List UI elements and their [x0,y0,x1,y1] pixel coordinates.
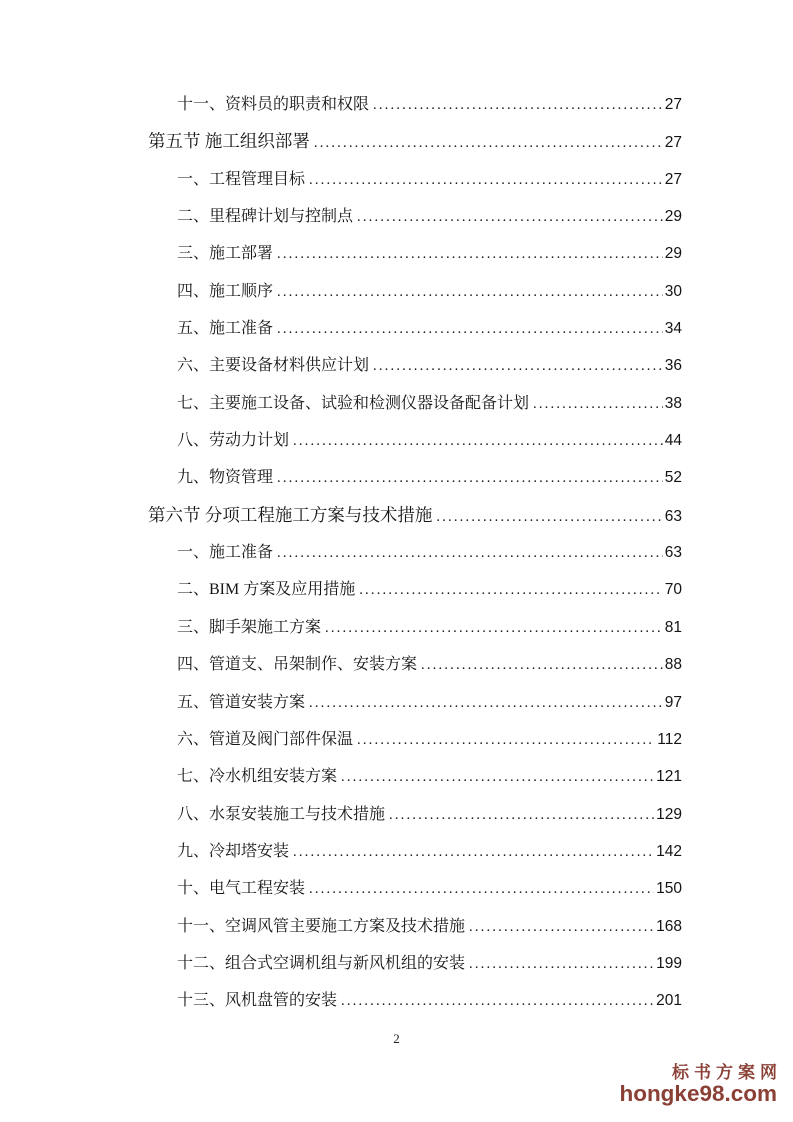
dot-leader [277,460,663,497]
dot-leader [373,87,663,124]
dot-leader [277,236,663,273]
toc-entry-label: 七、主要施工设备、试验和检测仪器设备配备计划 [177,394,530,412]
toc-entry-page-number: 97 [664,693,682,711]
toc-entry-page-number: 44 [664,432,682,450]
toc-entry-label: 九、物资管理 [177,469,274,487]
toc-entry-page-number: 142 [656,842,682,860]
toc-entry [148,534,682,571]
toc-entry-label: 七、冷水机组安装方案 [177,768,338,786]
toc-entry [148,347,682,384]
toc-entry-label: 二、BIM 方案及应用措施 [177,581,356,599]
toc-entry-label: 六、主要设备材料供应计划 [177,357,370,375]
dot-leader [277,274,663,311]
toc-entry-label: 二、里程碑计划与控制点 [177,208,354,226]
toc-entry-page-number: 52 [664,469,682,487]
watermark-site-name: 标书方案网 [672,1063,782,1082]
toc-entry-label: 第五节 施工组织部署 [148,131,310,152]
toc-entry-page-number: 29 [664,208,682,226]
toc-entry-label: 三、脚手架施工方案 [177,618,322,636]
toc-entry-label: 五、施工准备 [177,320,274,338]
toc-entry [148,721,682,758]
toc-entry [148,497,682,534]
toc-entry-label: 四、施工顺序 [177,282,274,300]
toc-entry [148,422,682,459]
dot-leader [277,311,663,348]
toc-entry [148,908,682,945]
dot-leader [421,647,663,684]
toc-entry [148,198,682,235]
toc-entry-label: 三、施工部署 [177,245,274,263]
toc-entry-label: 第六节 分项工程施工方案与技术措施 [148,504,433,525]
toc-entry [148,646,682,683]
dot-leader [341,983,654,1020]
toc-entry-label: 五、管道安装方案 [177,693,306,711]
toc-entry-page-number: 88 [664,656,682,674]
toc-entry [148,758,682,795]
toc-entry [148,982,682,1019]
toc-entry-label: 一、工程管理目标 [177,170,306,188]
toc-entry-label: 十一、资料员的职责和权限 [177,96,370,113]
toc-entry-page-number: 29 [664,245,682,263]
toc-entry-page-number: 70 [664,581,682,599]
toc-entry [148,684,682,721]
toc-entry-page-number: 81 [664,618,682,636]
dot-leader [359,572,663,609]
toc-entry-page-number: 30 [664,282,682,300]
toc-entry [148,870,682,907]
toc-entry-label: 一、施工准备 [177,544,274,562]
toc-entry-page-number: 112 [657,730,682,748]
page-number: 2 [393,1031,400,1046]
toc-entry [148,833,682,870]
dot-leader [293,423,663,460]
toc-entry-page-number: 168 [656,917,682,935]
dot-leader [314,125,663,162]
dot-leader [309,871,654,908]
toc-entry [148,310,682,347]
toc-entry-label: 十一、空调风管主要施工方案及技术措施 [177,917,466,935]
dot-leader [341,759,654,796]
toc-entry-label: 八、劳动力计划 [177,432,290,450]
toc-entry-page-number: 199 [656,954,682,972]
toc-entry-page-number: 201 [656,992,682,1010]
toc-entry-page-number: 121 [656,768,682,786]
toc-entry-label: 八、水泵安装施工与技术措施 [177,805,386,823]
toc-entry-label: 十二、组合式空调机组与新风机组的安装 [177,954,466,972]
toc-entry-page-number: 27 [664,96,682,113]
toc-entry [148,609,682,646]
toc-entry [148,123,682,160]
toc-entry [148,571,682,608]
toc-entry [148,273,682,310]
dot-leader [293,834,654,871]
toc-entry-page-number: 36 [664,357,682,375]
toc-entry [148,945,682,982]
dot-leader [357,199,663,236]
dot-leader [469,909,654,946]
toc-entry-page-number: 150 [656,880,682,898]
watermark-site-url: hongke98.com [619,1081,777,1106]
dot-leader [389,797,654,834]
toc-entry [148,86,682,123]
toc-list [148,86,682,1020]
toc-entry-label: 六、管道及阀门部件保温 [177,730,354,748]
toc-entry-page-number: 38 [664,394,682,412]
toc-entry [148,459,682,496]
dot-leader [309,685,663,722]
toc-entry-page-number: 27 [664,134,682,152]
dot-leader [357,722,655,759]
dot-leader [436,499,662,536]
toc-entry [148,161,682,198]
dot-leader [325,610,663,647]
dot-leader [277,535,663,572]
toc-entry-label: 十三、风机盘管的安装 [177,992,338,1010]
toc-entry-page-number: 27 [664,170,682,188]
toc-entry-label: 四、管道支、吊架制作、安装方案 [177,656,418,674]
toc-entry [148,385,682,422]
toc-entry [148,796,682,833]
toc-entry-page-number: 129 [656,805,682,823]
dot-leader [469,946,654,983]
watermark [619,1063,782,1106]
dot-leader [309,162,663,199]
dot-leader [533,386,663,423]
toc-entry-label: 十、电气工程安装 [177,880,306,898]
toc-entry-page-number: 63 [664,507,682,525]
toc-entry-label: 九、冷却塔安装 [177,842,290,860]
dot-leader [373,348,663,385]
toc-entry-page-number: 63 [664,544,682,562]
toc-entry [148,235,682,272]
toc-entry-page-number: 34 [664,320,682,338]
